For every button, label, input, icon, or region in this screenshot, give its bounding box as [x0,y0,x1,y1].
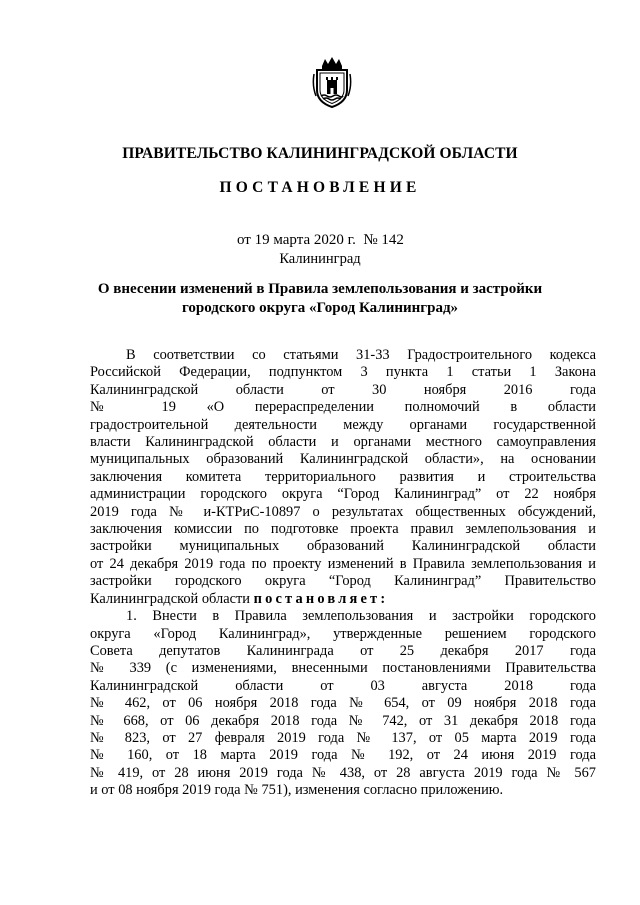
preamble-line: власти Калининградской области и органами местного самоуправления [90,434,596,451]
preamble-line: № 19 «О перераспределении полномочий в области [90,399,596,416]
subject-line-2: городского округа «Город Калининград» [181,300,459,316]
item-1-line: Калининградской области от 03 августа 2018 года [90,677,596,694]
item-1-line: 1. Внести в Правила землепользования и застройки городского [126,608,596,625]
preamble-line: Калининградской области от 30 ноября 2016 года [90,381,596,398]
document-body [90,347,596,800]
item-1-paragraph [90,608,596,782]
item-1-line: № 462, от 06 ноября 2018 года № 654, от 09 ноября 2018 года [90,695,596,712]
document-date-number: от 19 марта 2020 г. № 142 [237,232,404,248]
item-1-line: № 823, от 27 февраля 2019 года № 137, от 05 марта 2019 года [90,729,596,746]
document-type: ПОСТАНОВЛЕНИЕ [219,179,421,196]
item-1-line: № 668, от 06 декабря 2018 года № 742, от 31 декабря 2018 года [90,712,596,729]
document-subject [0,280,640,318]
preamble-line: градостроительной деятельности между органами государственной [90,416,596,433]
item-1-line: № 160, от 18 марта 2019 года № 192, от 24 июня 2019 года [90,747,596,764]
preamble-end-text: Калининградской области [90,590,250,607]
preamble-line: застройки муниципальных образований Калининградской области [90,538,596,555]
preamble-line: Российской Федерации, подпунктом 3 пункта 1 статьи 1 Закона [90,364,596,381]
preamble-line: администрации городского округа “Город Калининград” от 22 ноября [90,486,596,503]
government-title: ПРАВИТЕЛЬСТВО КАЛИНИНГРАДСКОЙ ОБЛАСТИ [122,145,518,162]
document-city: Калининград [279,251,361,267]
preamble-closing-line [90,591,596,608]
preamble-line: от 24 декабря 2019 года по проекту изменений в Правила землепользования и [90,555,596,572]
subject-line-1: О внесении изменений в Правила землепользования и застройки [97,281,543,297]
preamble-line: застройки городского округа “Город Калининград” Правительство [90,573,596,590]
preamble-paragraph [90,347,596,591]
item-1-line: № 419, от 28 июня 2019 года № 438, от 28 августа 2019 года № 567 [90,764,596,781]
preamble-line: В соответствии со статьями 31-33 Градостроительного кодекса [126,347,596,363]
item-1-closing-line: и от 08 ноября 2019 года № 751), изменения согласно приложению. [90,782,504,799]
item-1-line: № 339 (с изменениями, внесенными постановлениями Правительства [90,660,596,677]
preamble-line: заключения комитета территориального развития и строительства [90,468,596,485]
item-1-line: округа «Город Калининград», утвержденные решением городского [90,625,596,642]
coat-of-arms-icon [312,56,352,108]
preamble-line: муниципальных образований Калининградской области», на основании [90,451,596,468]
preamble-line: заключения комиссии по подготовке проекта правил землепользования и [90,521,596,538]
item-1-line: Совета депутатов Калининграда от 25 декабря 2017 года [90,642,596,659]
decree-word: постановляет: [253,590,389,607]
preamble-line: 2019 года № и-КТРиС-10897 о результатах общественных обсуждений, [90,503,596,520]
